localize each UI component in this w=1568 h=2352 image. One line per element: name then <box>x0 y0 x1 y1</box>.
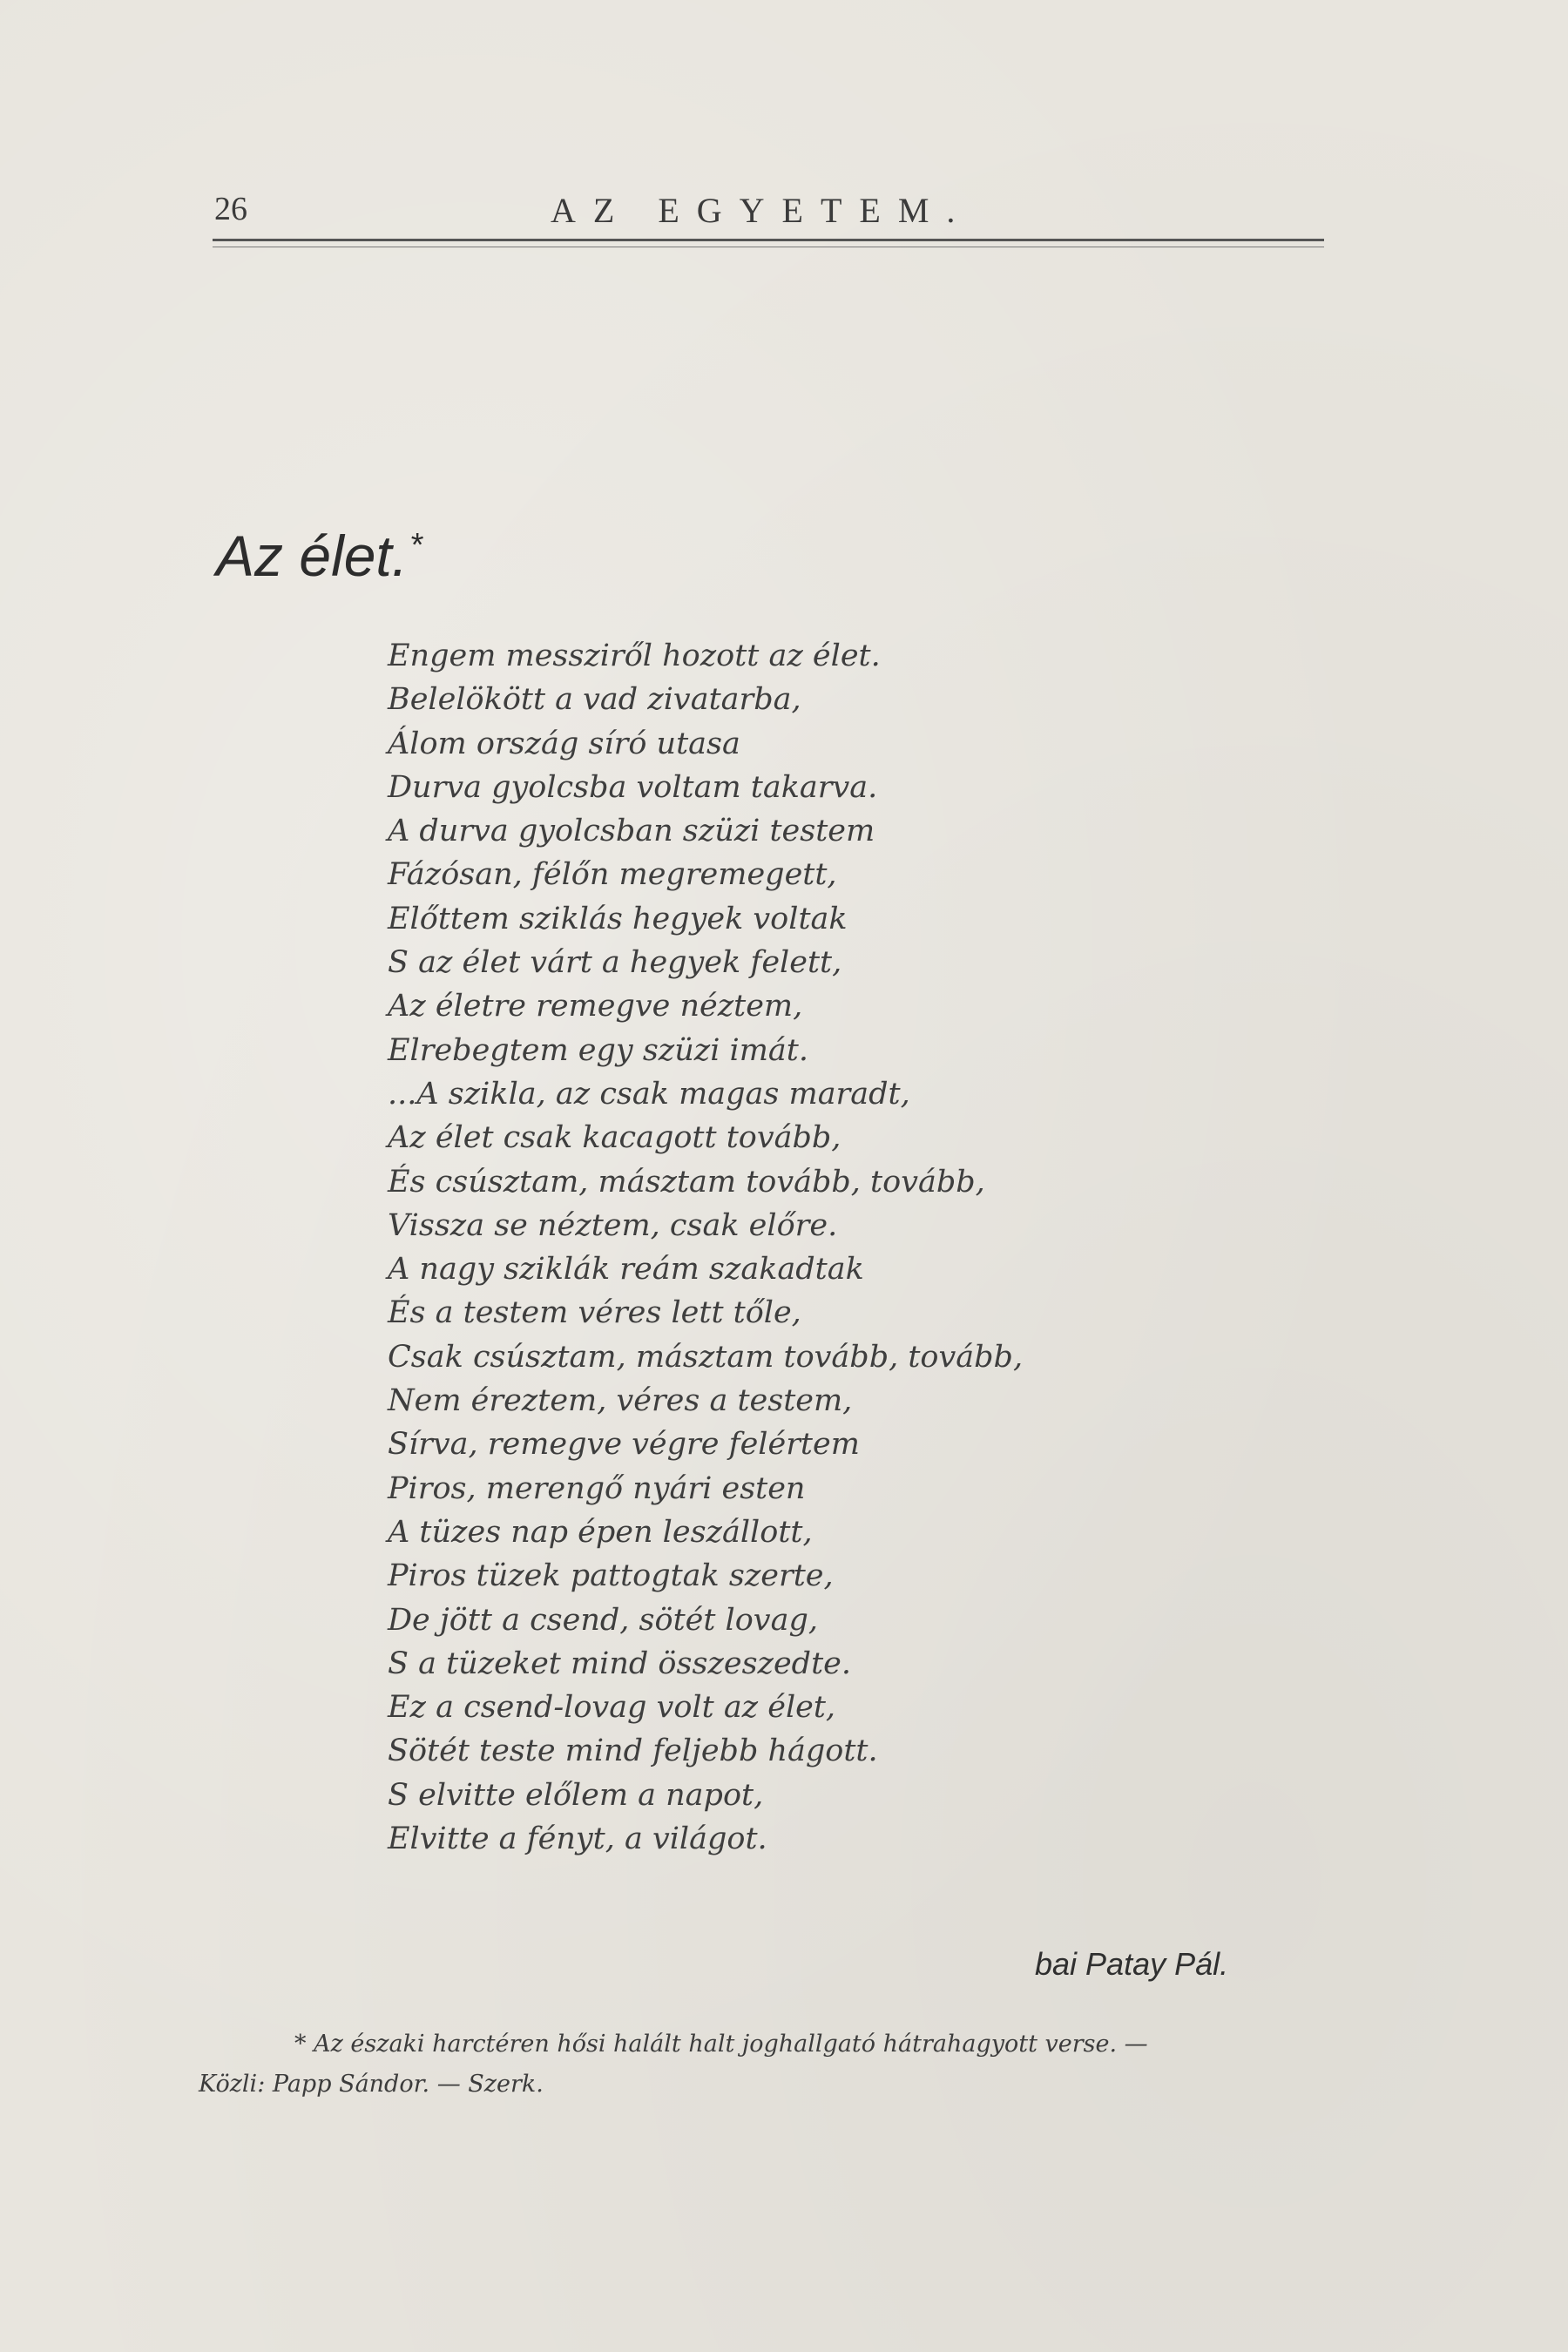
verse-line: És csúsztam, másztam tovább, tovább, <box>388 1164 985 1200</box>
verse-line: Engem messziről hozott az élet. <box>388 639 881 673</box>
header-rule <box>213 239 1324 241</box>
verse-line: Álom ország síró utasa <box>388 726 740 761</box>
verse-line: Belelökött a vad zivatarba, <box>388 682 801 718</box>
verse-line: Sötét teste mind feljebb hágott. <box>388 1734 878 1769</box>
running-header <box>209 190 1324 242</box>
poem-body <box>388 634 1311 1861</box>
verse-line: És a testem véres lett tőle, <box>388 1295 801 1331</box>
verse-line: Csak csúsztam, másztam tovább, tovább, <box>388 1339 1024 1375</box>
verse-line: Sírva, remegve végre felértem <box>388 1427 860 1463</box>
verse-line: Elrebegtem egy szüzi imát. <box>388 1032 808 1068</box>
verse-line: S a tüzeket mind összeszedte. <box>388 1646 851 1681</box>
verse-line: A durva gyolcsban szüzi testem <box>388 814 875 849</box>
verse-line: Az életre remegve néztem, <box>388 989 803 1024</box>
footnote <box>199 2024 1340 2105</box>
footnote-marker: * <box>409 527 422 564</box>
journal-title: AZ EGYETEM. <box>551 191 973 230</box>
verse-line: S az élet várt a hegyek felett, <box>388 945 842 981</box>
verse-line: A nagy sziklák reám szakadtak <box>388 1252 864 1288</box>
verse-line: Piros tüzek pattogtak szerte, <box>388 1558 834 1594</box>
poem-title <box>216 523 422 589</box>
verse-line: De jött a csend, sötét lovag, <box>388 1602 818 1638</box>
verse-line: Előttem sziklás hegyek voltak <box>388 901 848 936</box>
verse-line: Durva gyolcsba voltam takarva. <box>388 769 878 805</box>
verse-line: ...A szikla, az csak magas maradt, <box>388 1076 910 1112</box>
footnote-line: * Az északi harctéren hősi halált halt joghallgató hátrahagyott verse. — <box>294 2031 1148 2058</box>
verse-line: Elvitte a fényt, a világot. <box>388 1821 767 1857</box>
author-signature: bai Patay Pál. <box>1035 1946 1229 1982</box>
verse-line: Nem éreztem, véres a testem, <box>388 1383 853 1419</box>
verse-line: S elvitte előlem a napot, <box>388 1777 764 1813</box>
page-number: 26 <box>214 191 247 227</box>
verse-line: Fázósan, félőn megremegett, <box>388 857 837 893</box>
verse-line: Piros, merengő nyári esten <box>388 1470 806 1506</box>
poem-title-text: Az élet. <box>216 524 409 588</box>
footnote-line: Közli: Papp Sándor. — Szerk. <box>199 2071 544 2098</box>
verse-line: Az élet csak kacagott tovább, <box>388 1120 841 1156</box>
verse-line: A tüzes nap épen leszállott, <box>388 1514 813 1550</box>
verse-line: Vissza se néztem, csak előre. <box>388 1207 838 1243</box>
verse-line: Ez a csend-lovag volt az élet, <box>388 1690 836 1726</box>
